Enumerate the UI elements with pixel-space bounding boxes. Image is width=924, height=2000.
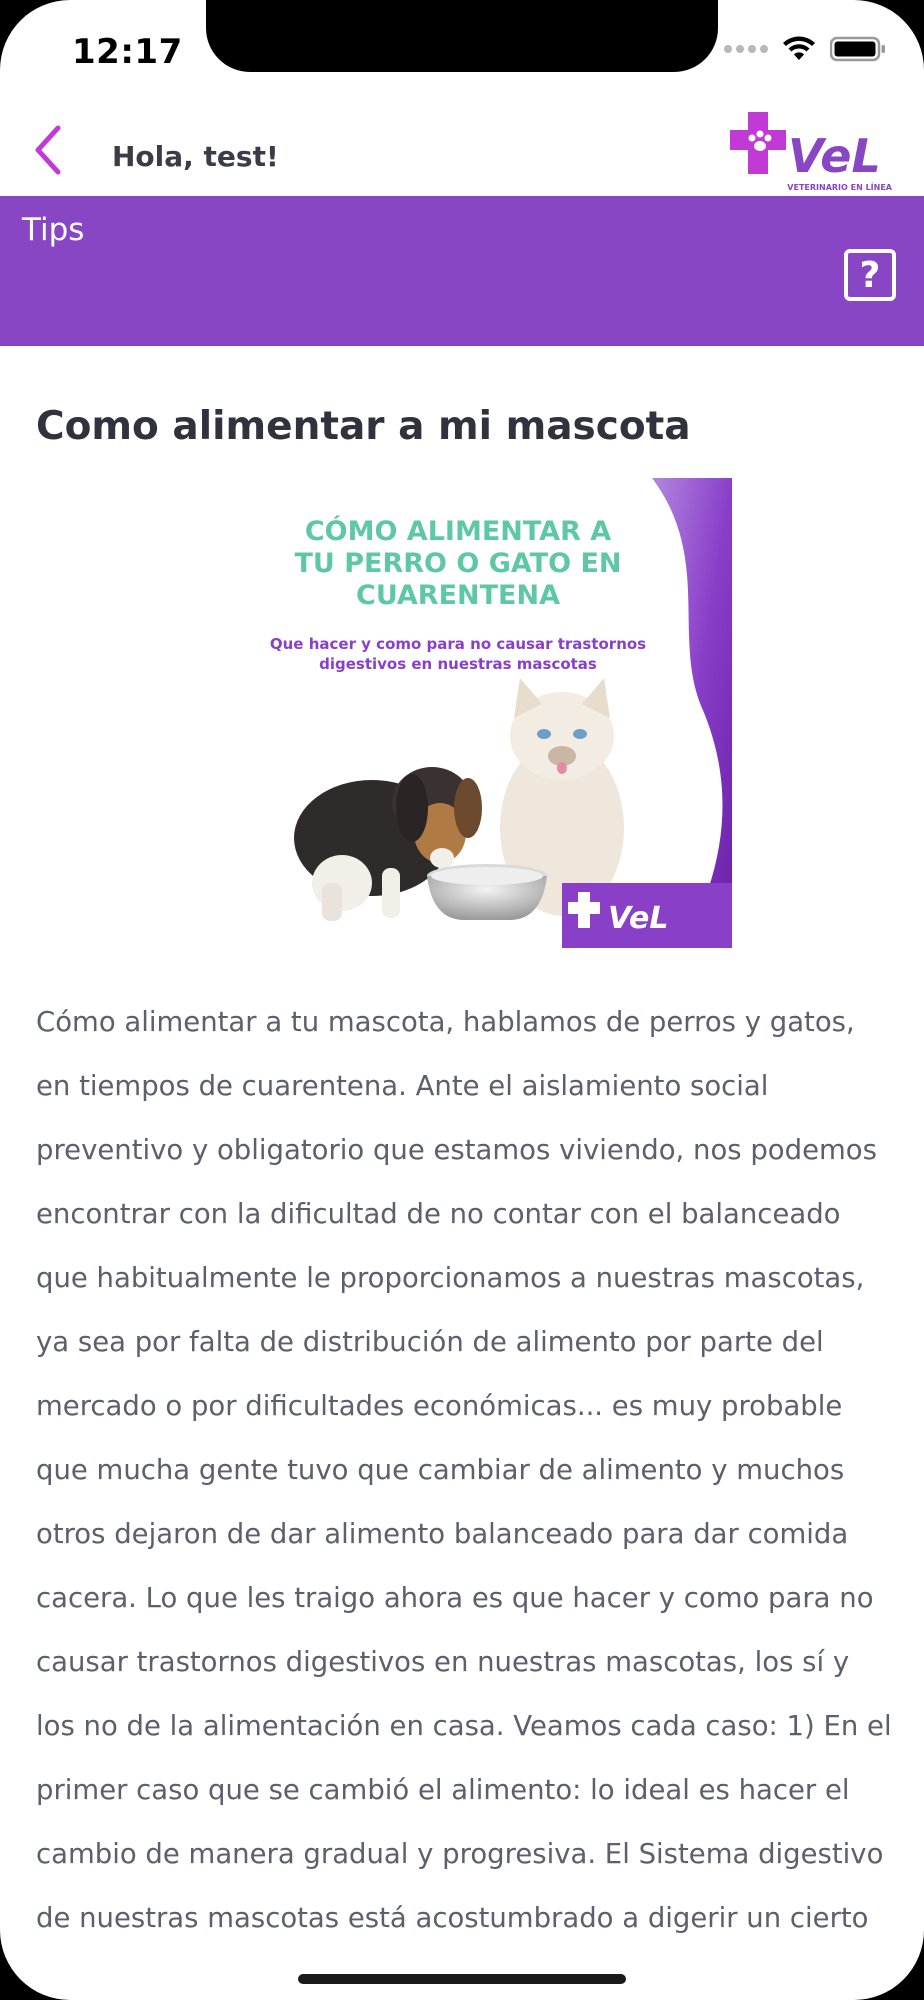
help-button[interactable] bbox=[844, 249, 896, 301]
status-bar bbox=[0, 0, 924, 110]
chevron-left-icon bbox=[30, 124, 64, 176]
image-subtitle-line-1: Que hacer y como para no causar trastornos bbox=[269, 635, 647, 653]
banner-title: Tips bbox=[22, 212, 85, 248]
article-body: Cómo alimentar a tu mascota, hablamos de perros y gatos, en tiempos de cuarentena. Ante el aislamiento social preventivo y obligatorio que estamos viviendo, nos podemos encontrar con la dificultad de no contar con el balanceado que habitualmente le proporcionamos a nuestras mascotas, ya sea por falta de distribución de alimento por parte del mercado o por dificultades económicas... es muy probable que mucha gente tuvo que cambiar de alimento y muchos otros dejaron de dar alimento balanceado para dar comida cacera. Lo que les traigo ahora es que hacer y como para no causar trastornos digestivos en nuestras mascotas, los sí y los no de la alimentación en casa. Veamos cada caso: 1) En el primer caso que se cambió el alimento: lo ideal es hacer el cambio de manera gradual y progresiva. El Sistema digestivo de nuestras mascotas está acostumbrado a digerir un cierto bbox=[36, 1006, 892, 1934]
image-headline-line-3: CUARENTENA bbox=[356, 580, 560, 611]
image-headline-line-2: TU PERRO O GATO EN bbox=[294, 548, 622, 579]
home-indicator[interactable] bbox=[298, 1974, 626, 1984]
device-notch bbox=[206, 0, 718, 72]
vel-logo bbox=[724, 110, 894, 196]
question-mark-icon: ? bbox=[859, 254, 881, 296]
battery-icon bbox=[830, 36, 886, 62]
greeting-text: Hola, test! bbox=[112, 140, 279, 173]
app-header bbox=[0, 110, 924, 196]
wifi-icon bbox=[782, 36, 816, 62]
logo-tagline-text: VETERINARIO EN LÍNEA bbox=[787, 183, 892, 192]
section-banner bbox=[0, 196, 924, 346]
back-button[interactable] bbox=[22, 120, 72, 180]
article-title: Como alimentar a mi mascota bbox=[36, 404, 691, 449]
image-subtitle-line-2: digestivos en nuestras mascotas bbox=[319, 655, 597, 673]
article-hero-image bbox=[262, 478, 732, 948]
food-bowl-illustration bbox=[427, 864, 547, 920]
article-content bbox=[36, 346, 892, 1934]
status-icons bbox=[724, 36, 886, 62]
image-badge-text: VeL bbox=[608, 901, 669, 936]
logo-brand-text: VeL bbox=[788, 129, 881, 183]
status-time: 12:17 bbox=[72, 32, 183, 72]
image-headline-line-1: CÓMO ALIMENTAR A bbox=[304, 516, 612, 547]
cellular-signal-icon bbox=[724, 45, 768, 53]
